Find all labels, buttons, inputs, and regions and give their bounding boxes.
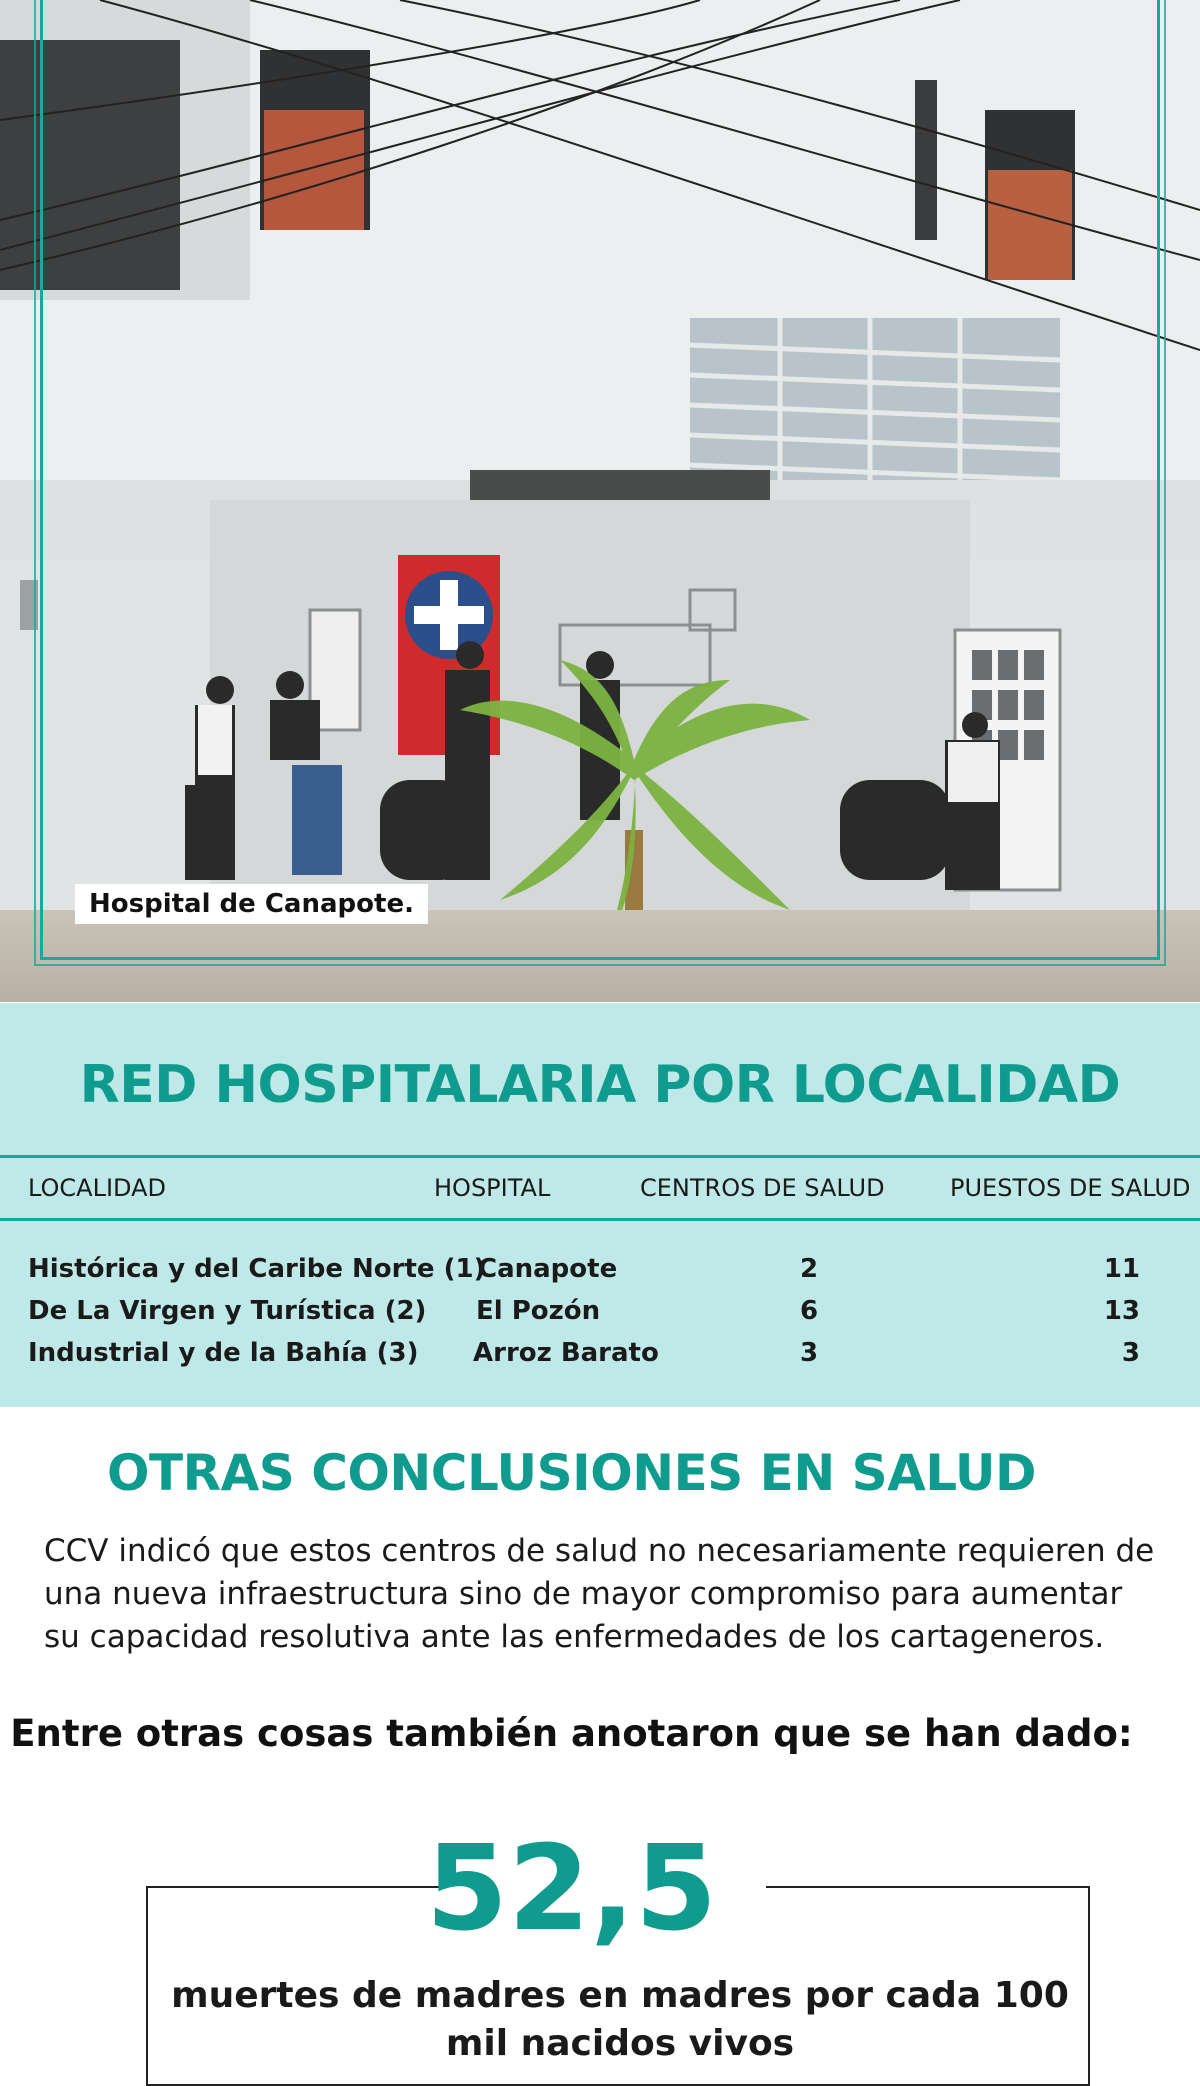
cell-centros: 6 xyxy=(800,1296,819,1326)
red-hospitalaria-title: RED HOSPITALARIA POR LOCALIDAD xyxy=(79,1055,1121,1115)
red-hospitalaria-section xyxy=(0,1003,1200,1407)
cell-localidad: De La Virgen y Turística (2) xyxy=(28,1296,427,1326)
table-row xyxy=(0,1290,1200,1332)
otras-conclusiones-title: OTRAS CONCLUSIONES EN SALUD xyxy=(107,1444,1036,1502)
hospital-photo xyxy=(0,0,1200,1002)
cell-hospital: El Pozón xyxy=(476,1296,601,1326)
cell-centros: 2 xyxy=(800,1254,819,1284)
photo-caption: Hospital de Canapote. xyxy=(75,884,428,924)
cell-localidad: Industrial y de la Bahía (3) xyxy=(28,1338,419,1368)
header-puestos: PUESTOS DE SALUD xyxy=(950,1174,1191,1202)
cell-centros: 3 xyxy=(800,1338,819,1368)
stat-description: muertes de madres en madres por cada 100 mil nacidos vivos xyxy=(171,1975,1069,2064)
cell-hospital: Canapote xyxy=(478,1254,618,1284)
stat-value: 52,5 xyxy=(425,1819,718,1957)
table-row xyxy=(0,1332,1200,1374)
cell-puestos: 3 xyxy=(1121,1338,1140,1368)
table-header xyxy=(0,1155,1200,1221)
cell-localidad: Histórica y del Caribe Norte (1) xyxy=(28,1254,486,1284)
cell-puestos: 13 xyxy=(1103,1296,1140,1326)
otras-conclusiones-body: CCV indicó que estos centros de salud no necesariamente requieren de una nueva infraestructura sino de mayor compromiso para aumentar su capacidad resolutiva ante las enfermedades de los cartageneros. xyxy=(44,1533,1155,1655)
header-localidad: LOCALIDAD xyxy=(28,1174,166,1202)
header-centros: CENTROS DE SALUD xyxy=(640,1174,885,1202)
cell-puestos: 11 xyxy=(1103,1254,1140,1284)
cell-hospital: Arroz Barato xyxy=(473,1338,659,1368)
hospital-building-illustration xyxy=(0,0,1200,1002)
table-row xyxy=(0,1248,1200,1290)
header-hospital: HOSPITAL xyxy=(434,1174,551,1202)
intro-heading: Entre otras cosas también anotaron que se han dado: xyxy=(10,1712,1133,1755)
